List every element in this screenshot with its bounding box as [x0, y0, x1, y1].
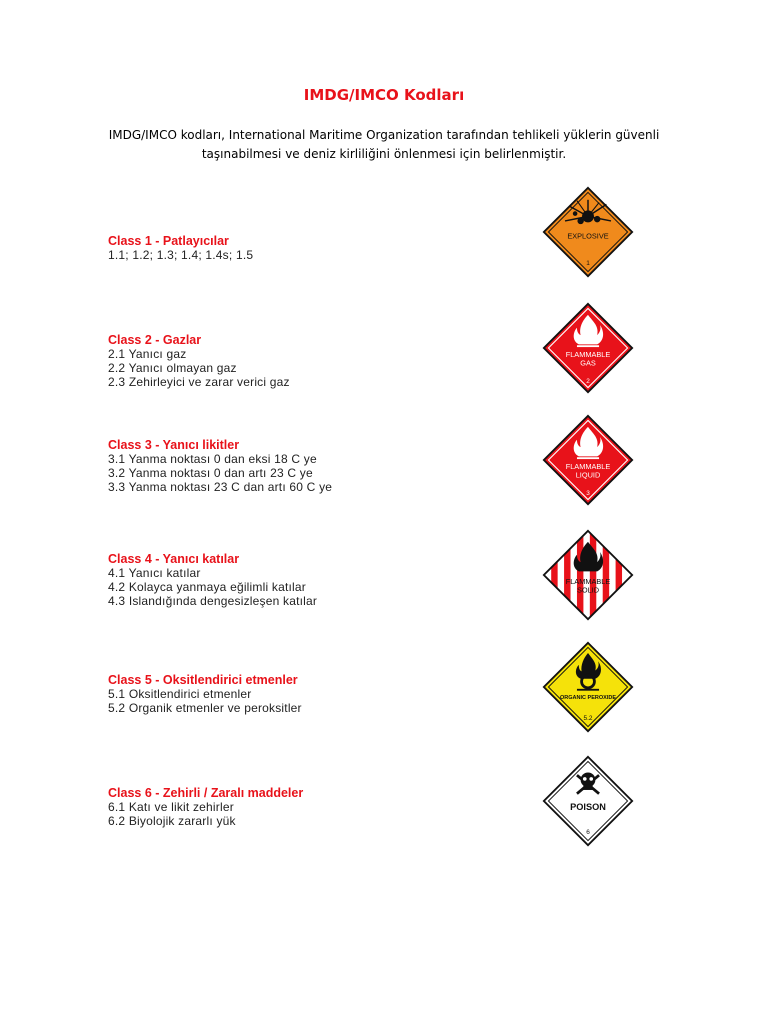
- intro-paragraph: IMDG/IMCO kodları, International Maritime Organization tarafından tehlikeli yüklerin güvenli taşınabilmesi ve deniz kirliliğini önlenmesi için belirlenmiştir.: [108, 128, 660, 161]
- poison-diamond-icon: [542, 755, 634, 847]
- class-heading: Class 3 - Yanıcı likitler: [108, 438, 240, 452]
- flammable-solid-diamond-icon: [542, 529, 634, 621]
- class-item: 1.1; 1.2; 1.3; 1.4; 1.4s; 1.5: [108, 248, 254, 262]
- label-text: FLAMMABLE: [565, 462, 611, 472]
- class-heading: Class 4 - Yanıcı katılar: [108, 552, 240, 566]
- class-item: 5.1 Oksitlendirici etmenler: [108, 687, 252, 701]
- class-section-2: [108, 333, 508, 389]
- label-text: GAS: [580, 358, 596, 368]
- class-item: 2.2 Yanıcı olmayan gaz: [108, 361, 237, 375]
- class-item: 3.2 Yanma noktası 0 dan artı 23 C ye: [108, 466, 313, 480]
- hazard-label-flammable-liquid: [542, 414, 634, 506]
- class-heading: Class 1 - Patlayıcılar: [108, 234, 229, 248]
- class-item: 6.2 Biyolojik zararlı yük: [108, 814, 236, 828]
- class-item: 6.1 Katı ve likit zehirler: [108, 800, 234, 814]
- class-item: 2.3 Zehirleyici ve zarar verici gaz: [108, 375, 290, 389]
- label-number: 2: [586, 377, 590, 385]
- hazard-label-flammable-gas: [542, 302, 634, 394]
- label-text: ORGANIC PEROXIDE: [559, 694, 617, 701]
- class-item: 3.3 Yanma noktası 23 C dan artı 60 C ye: [108, 480, 333, 494]
- class-section-5: [108, 673, 508, 715]
- label-number: 6: [586, 829, 590, 837]
- explosive-diamond-icon: [542, 186, 634, 278]
- flammable-liquid-diamond-icon: [542, 414, 634, 506]
- class-item: 3.1 Yanma noktası 0 dan eksi 18 C ye: [108, 452, 317, 466]
- class-item: 2.1 Yanıcı gaz: [108, 347, 187, 361]
- hazard-label-flammable-solid: [542, 529, 634, 621]
- organic-peroxide-diamond-icon: [542, 641, 634, 733]
- label-text: FLAMMABLE: [565, 350, 611, 360]
- page-title: IMDG/IMCO Kodları: [303, 86, 465, 104]
- class-section-3: [108, 438, 508, 494]
- class-item: 5.2 Organik etmenler ve peroksitler: [108, 701, 302, 715]
- class-section-4: [108, 552, 508, 608]
- class-heading: Class 2 - Gazlar: [108, 333, 202, 347]
- class-section-1: [108, 234, 508, 262]
- class-heading: Class 6 - Zehirli / Zaralı maddeler: [108, 786, 304, 800]
- hazard-label-explosive: [542, 186, 634, 278]
- class-heading: Class 5 - Oksitlendirici etmenler: [108, 673, 298, 687]
- hazard-label-organic-peroxide: [542, 641, 634, 733]
- label-number: 1: [586, 260, 590, 268]
- label-text: SOLID: [576, 585, 600, 595]
- class-item: 4.3 Islandığında dengesizleşen katılar: [108, 594, 318, 608]
- label-text: POISON: [570, 802, 606, 813]
- label-text: LIQUID: [575, 470, 601, 480]
- label-number: 3: [586, 489, 590, 497]
- label-number: 5.2: [583, 715, 593, 723]
- class-item: 4.2 Kolayca yanmaya eğilimli katılar: [108, 580, 306, 594]
- class-item: 4.1 Yanıcı katılar: [108, 566, 201, 580]
- class-section-6: [108, 786, 508, 828]
- hazard-label-poison: [542, 755, 634, 847]
- flammable-gas-diamond-icon: [542, 302, 634, 394]
- label-text: EXPLOSIVE: [567, 231, 609, 241]
- label-text: FLAMMABLE: [565, 577, 611, 587]
